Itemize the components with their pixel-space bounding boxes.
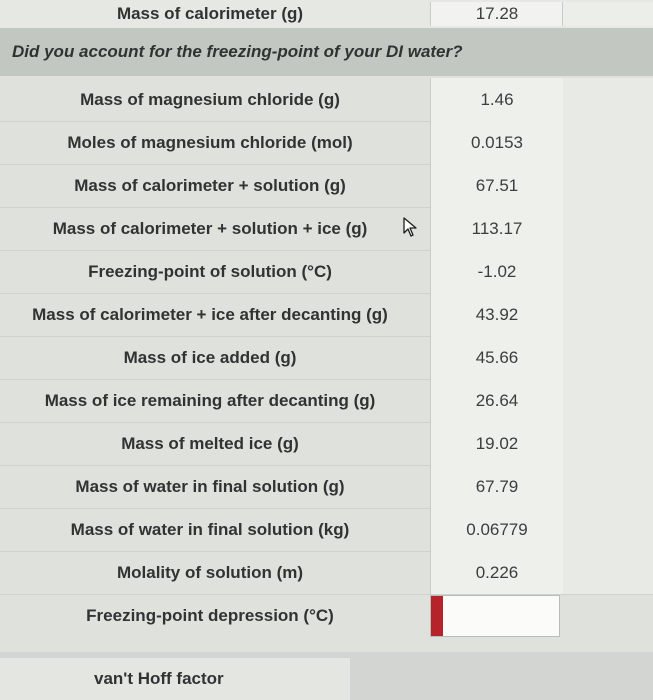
empty-cell <box>563 78 653 121</box>
table-row <box>0 293 653 337</box>
row-label: Mass of melted ice (g) <box>121 433 299 453</box>
row-value[interactable]: 43.92 <box>430 293 564 336</box>
row-label: Mass of calorimeter + solution (g) <box>74 175 346 195</box>
empty-cell <box>563 293 653 336</box>
mouse-pointer-icon <box>402 217 418 237</box>
row-label: Mass of calorimeter + solution + ice (g) <box>52 218 368 238</box>
row-value[interactable]: 19.02 <box>430 422 564 465</box>
empty-cell <box>563 164 653 207</box>
calorimeter-mass-value[interactable]: 17.28 <box>430 2 563 26</box>
empty-cell <box>563 551 653 594</box>
row-value[interactable]: 0.226 <box>430 551 564 594</box>
row-value[interactable]: 45.66 <box>430 336 564 379</box>
row-label: Moles of magnesium chloride (mol) <box>67 132 353 152</box>
table-row <box>0 121 653 165</box>
row-value[interactable]: 0.06779 <box>430 508 564 551</box>
row-label: Mass of ice remaining after decanting (g) <box>44 390 376 410</box>
freezing-point-question: Did you account for the freezing-point of your DI water? <box>12 42 463 61</box>
calorimeter-mass-label: Mass of calorimeter (g) <box>116 4 304 23</box>
table-row <box>0 164 653 208</box>
row-label: Mass of water in final solution (g) <box>75 476 345 496</box>
row-value[interactable]: 26.64 <box>430 379 564 422</box>
freezing-point-depression-label: Freezing-point depression (°C) <box>86 605 334 625</box>
table-row <box>0 379 653 423</box>
row-value[interactable]: 113.17 <box>430 207 564 250</box>
empty-cell <box>563 465 653 508</box>
table-row <box>0 207 653 251</box>
row-value[interactable]: 1.46 <box>430 78 564 121</box>
row-label: Mass of ice added (g) <box>123 347 297 367</box>
row-value[interactable]: 67.79 <box>430 465 564 508</box>
empty-cell <box>563 422 653 465</box>
empty-cell <box>563 121 653 164</box>
empty-cell <box>563 250 653 293</box>
empty-cell <box>563 207 653 250</box>
row-label: Mass of water in final solution (kg) <box>70 519 350 539</box>
freezing-point-depression-input[interactable] <box>430 595 560 637</box>
row-label: Mass of calorimeter + ice after decanting (g) <box>32 304 388 324</box>
empty-cell <box>563 508 653 551</box>
empty-cell <box>563 336 653 379</box>
row-label: Freezing-point of solution (°C) <box>88 261 332 281</box>
table-row <box>0 465 653 509</box>
question-band <box>0 28 653 76</box>
row-label: Molality of solution (m) <box>116 562 304 582</box>
empty-cell <box>563 379 653 422</box>
error-indicator <box>431 596 443 636</box>
row-value[interactable]: 0.0153 <box>430 121 564 164</box>
table-row <box>0 78 653 122</box>
row-label: Mass of magnesium chloride (g) <box>80 89 340 109</box>
table-row <box>0 508 653 552</box>
table-row <box>0 422 653 466</box>
row-value[interactable]: -1.02 <box>430 250 564 293</box>
calorimeter-mass-row <box>0 0 653 28</box>
vant-hoff-label: van't Hoff factor <box>94 669 224 688</box>
empty-cell <box>562 2 653 26</box>
table-row <box>0 250 653 294</box>
vant-hoff-row <box>0 658 350 700</box>
table-row <box>0 551 653 595</box>
table-row <box>0 336 653 380</box>
row-value[interactable]: 67.51 <box>430 164 564 207</box>
